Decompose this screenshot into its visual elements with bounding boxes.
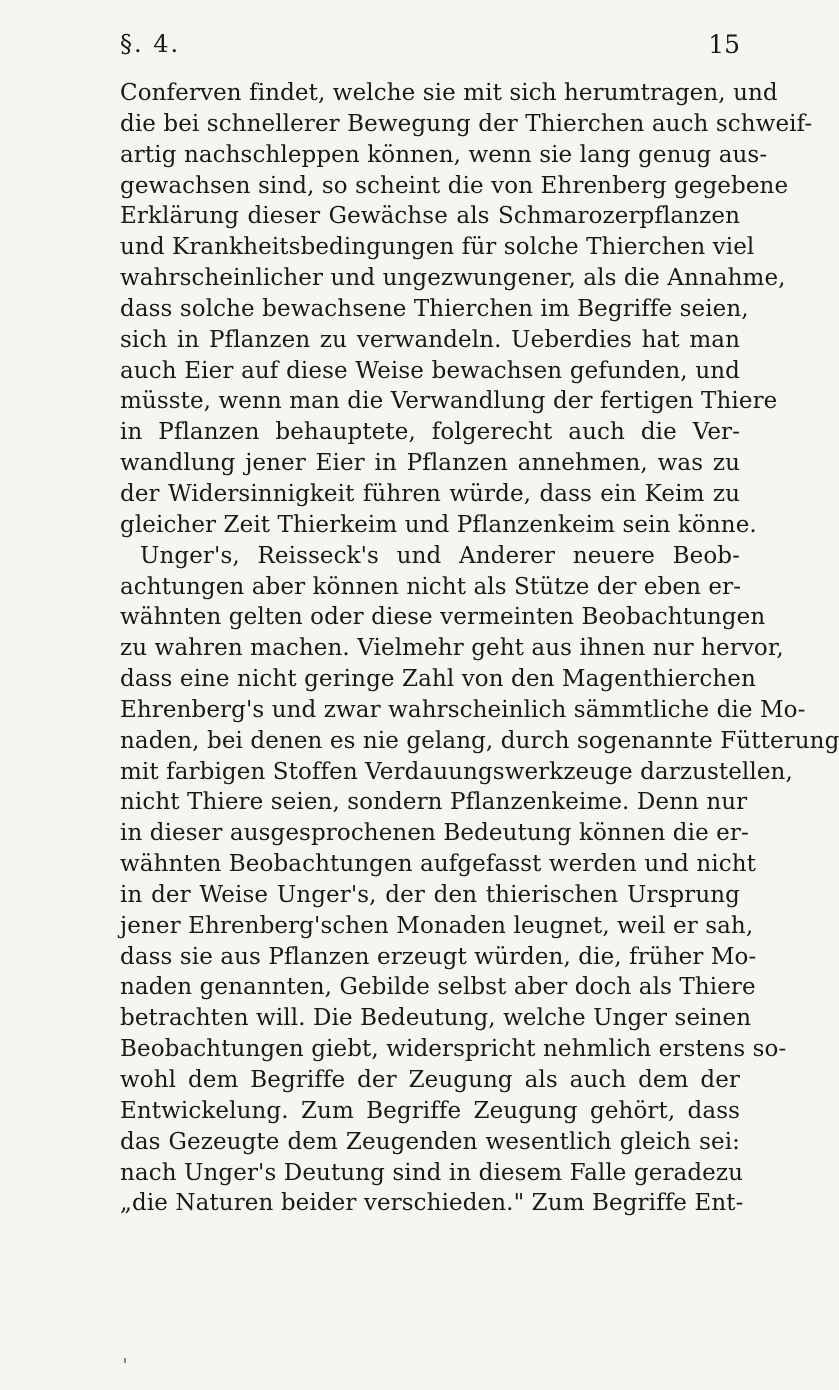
text-line: naden genannten, Gebilde selbst aber doch als Thiere: [120, 974, 756, 1001]
text-line: gewachsen sind, so scheint die von Ehrenberg gegebene: [120, 172, 789, 199]
text-line: Ehrenberg's und zwar wahrscheinlich sämmtliche die Mo-: [120, 696, 806, 723]
text-line: und Krankheitsbedingungen für solche Thierchen viel: [120, 234, 755, 261]
text-line: betrachten will. Die Bedeutung, welche Unger seinen: [120, 1005, 752, 1032]
text-line: gleicher Zeit Thierkeim und Pflanzenkeim sein könne.: [120, 511, 757, 538]
text-line: „die Naturen beider verschieden." Zum Begriffe Ent-: [120, 1190, 744, 1217]
text-line: in dieser ausgesprochenen Bedeutung können die er-: [120, 820, 749, 847]
text-line: Erklärung dieser Gewächse als Schmarozerpflanzen: [120, 203, 740, 230]
text-line: auch Eier auf diese Weise bewachsen gefunden, und: [120, 357, 740, 384]
text-line: achtungen aber können nicht als Stütze der eben er-: [120, 573, 742, 600]
text-line: artig nachschleppen können, wenn sie lang genug aus-: [120, 141, 768, 168]
page-header: [120, 30, 740, 60]
text-line: Beobachtungen giebt, widerspricht nehmlich erstens so-: [120, 1036, 787, 1063]
text-line: dass eine nicht geringe Zahl von den Magenthierchen: [120, 666, 756, 693]
text-line: Entwickelung. Zum Begriffe Zeugung gehört, dass: [120, 1097, 740, 1124]
page-number: 15: [708, 30, 740, 59]
text-line: wandlung jener Eier in Pflanzen annehmen, was zu: [120, 450, 740, 477]
text-line: müsste, wenn man die Verwandlung der fertigen Thiere: [120, 388, 778, 415]
text-line: nicht Thiere seien, sondern Pflanzenkeime. Denn nur: [120, 789, 748, 816]
section-mark: §. 4.: [120, 30, 181, 58]
text-line: in Pflanzen behauptete, folgerecht auch die Ver-: [120, 419, 740, 446]
text-line: dass solche bewachsene Thierchen im Begriffe seien,: [120, 295, 749, 322]
text-line: wähnten gelten oder diese vermeinten Beobachtungen: [120, 604, 766, 631]
text-line: wähnten Beobachtungen aufgefasst werden und nicht: [120, 851, 756, 878]
text-line: wahrscheinlicher und ungezwungener, als die Annahme,: [120, 265, 786, 292]
body-text: [120, 78, 839, 1219]
text-line: naden, bei denen es nie gelang, durch sogenannte Fütterung: [120, 727, 839, 754]
text-line: Conferven findet, welche sie mit sich herumtragen, und: [120, 80, 778, 106]
text-line: die bei schnellerer Bewegung der Thierchen auch schweif-: [120, 110, 813, 137]
text-line: sich in Pflanzen zu verwandeln. Ueberdies hat man: [120, 326, 740, 353]
text-line: nach Unger's Deutung sind in diesem Falle geradezu: [120, 1159, 744, 1186]
text-line: Unger's, Reisseck's und Anderer neuere Beob-: [140, 542, 740, 569]
text-line: das Gezeugte dem Zeugenden wesentlich gleich sei:: [120, 1128, 740, 1155]
text-line: der Widersinnigkeit führen würde, dass ein Keim zu: [120, 480, 740, 507]
text-line: dass sie aus Pflanzen erzeugt würden, die, früher Mo-: [120, 943, 757, 970]
text-line: jener Ehrenberg'schen Monaden leugnet, weil er sah,: [120, 912, 754, 939]
text-line: zu wahren machen. Vielmehr geht aus ihnen nur hervor,: [120, 635, 784, 662]
text-line: wohl dem Begriffe der Zeugung als auch dem der: [120, 1067, 740, 1093]
text-line: in der Weise Unger's, der den thierischen Ursprung: [120, 881, 740, 908]
paper-speck: [124, 1358, 126, 1363]
text-line: mit farbigen Stoffen Verdauungswerkzeuge darzustellen,: [120, 758, 793, 785]
